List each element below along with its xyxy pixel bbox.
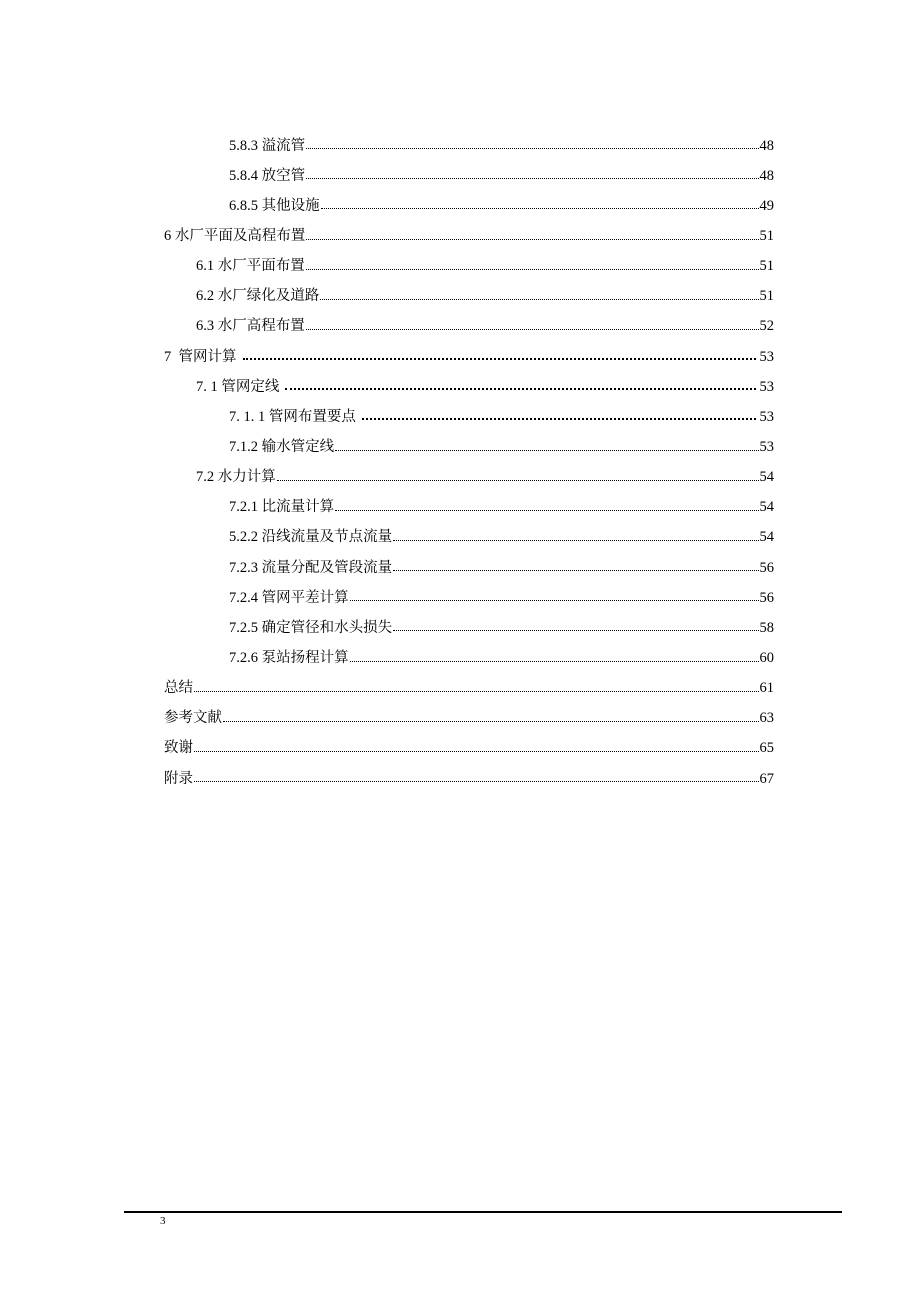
toc-entry[interactable]: [164, 761, 774, 791]
toc-entry-page: 63: [759, 710, 774, 727]
toc-entry-page: 53: [759, 378, 774, 395]
toc-entry-title: 5.8.3 溢流管: [229, 137, 306, 154]
toc-dot-leader: [321, 207, 759, 209]
toc-entry[interactable]: [164, 550, 774, 580]
toc-entry-title: 7.2.5 确定管径和水头损失: [229, 619, 393, 636]
toc-entry-page: 56: [759, 589, 774, 606]
toc-entry-title: 7. 1 管网定线: [196, 378, 280, 395]
toc-entry-title: 总结: [164, 680, 193, 697]
toc-entry-page: 52: [759, 318, 774, 335]
toc-entry-page: 48: [759, 137, 774, 154]
toc-entry[interactable]: [164, 671, 774, 701]
toc-entry[interactable]: [164, 188, 774, 218]
toc-entry[interactable]: [164, 460, 774, 490]
toc-dot-leader: [223, 720, 759, 722]
toc-dot-leader: [393, 629, 758, 631]
toc-entry-page: 56: [759, 559, 774, 576]
toc-entry-page: 54: [759, 529, 774, 546]
toc-entry-title: 致谢: [164, 740, 193, 757]
toc-dot-leader: [362, 417, 756, 420]
page-number: 3: [160, 1215, 166, 1227]
toc-entry-title: 6.1 水厂平面布置: [196, 258, 305, 275]
toc-entry-page: 65: [759, 740, 774, 757]
toc-entry[interactable]: [164, 128, 774, 158]
toc-entry[interactable]: [164, 610, 774, 640]
toc-entry-title: 7.1.2 输水管定线: [229, 439, 335, 456]
toc-dot-leader: [277, 479, 759, 481]
toc-entry-page: 49: [759, 197, 774, 214]
toc-entry-page: 58: [759, 619, 774, 636]
toc-entry[interactable]: [164, 731, 774, 761]
toc-entry-title: 7.2.1 比流量计算: [229, 499, 335, 516]
toc-dot-leader: [350, 599, 759, 601]
toc-dot-leader: [350, 660, 759, 662]
toc-entry-title: 7.2.6 泵站扬程计算: [229, 650, 349, 667]
footer-divider: [124, 1211, 842, 1213]
toc-dot-leader: [306, 147, 758, 149]
toc-entry-title: 6 水厂平面及高程布置: [164, 228, 306, 245]
toc-entry-title: 7.2.4 管网平差计算: [229, 589, 349, 606]
toc-dot-leader: [320, 298, 758, 300]
toc-entry-title: 6.2 水厂绿化及道路: [196, 288, 320, 305]
toc-dot-leader: [393, 539, 758, 541]
toc-entry-title: 7.2.3 流量分配及管段流量: [229, 559, 393, 576]
toc-dot-leader: [194, 750, 759, 752]
toc-entry[interactable]: [164, 158, 774, 188]
toc-dot-leader: [194, 690, 759, 692]
toc-entry-title: 7. 1. 1 管网布置要点: [229, 408, 356, 425]
toc-entry-page: 51: [759, 288, 774, 305]
toc-entry-title: 6.3 水厂高程布置: [196, 318, 305, 335]
toc-dot-leader: [393, 569, 758, 571]
toc-dot-leader: [306, 268, 759, 270]
toc-entry-title: 5.2.2 沿线流量及节点流量: [229, 529, 393, 546]
toc-entry[interactable]: [164, 399, 774, 429]
toc-entry[interactable]: [164, 429, 774, 459]
toc-dot-leader: [335, 449, 758, 451]
toc-entry[interactable]: [164, 369, 774, 399]
toc-entry-title: 6.8.5 其他设施: [229, 197, 320, 214]
toc-entry-page: 61: [759, 680, 774, 697]
toc-entry-page: 48: [759, 167, 774, 184]
toc-entry-title: 7.2 水力计算: [196, 469, 276, 486]
toc-entry-page: 53: [759, 439, 774, 456]
toc-entry[interactable]: [164, 640, 774, 670]
toc-entry-page: 51: [759, 228, 774, 245]
toc-entry-page: 54: [759, 469, 774, 486]
toc-entry-title: 参考文献: [164, 710, 222, 727]
toc-entry-page: 53: [759, 348, 774, 365]
toc-dot-leader: [306, 177, 758, 179]
toc-entry[interactable]: [164, 520, 774, 550]
toc-dot-leader: [243, 357, 756, 360]
toc-entry-page: 54: [759, 499, 774, 516]
toc-entry[interactable]: [164, 249, 774, 279]
toc-entry-title: 5.8.4 放空管: [229, 167, 306, 184]
toc-entry-title: 7 管网计算: [164, 348, 237, 365]
toc-entry-page: 60: [759, 650, 774, 667]
toc-dot-leader: [285, 387, 755, 390]
toc-entry[interactable]: [164, 218, 774, 248]
toc-dot-leader: [306, 238, 758, 240]
toc-entry[interactable]: [164, 701, 774, 731]
toc-entry-page: 67: [759, 770, 774, 787]
toc-entry[interactable]: [164, 490, 774, 520]
toc-dot-leader: [306, 328, 759, 330]
toc-entry[interactable]: [164, 279, 774, 309]
table-of-contents: [164, 128, 774, 791]
toc-entry[interactable]: [164, 580, 774, 610]
toc-dot-leader: [194, 780, 759, 782]
toc-entry-page: 53: [759, 408, 774, 425]
toc-entry[interactable]: [164, 339, 774, 369]
toc-entry[interactable]: [164, 309, 774, 339]
toc-entry-title: 附录: [164, 770, 193, 787]
toc-dot-leader: [335, 509, 758, 511]
toc-entry-page: 51: [759, 258, 774, 275]
